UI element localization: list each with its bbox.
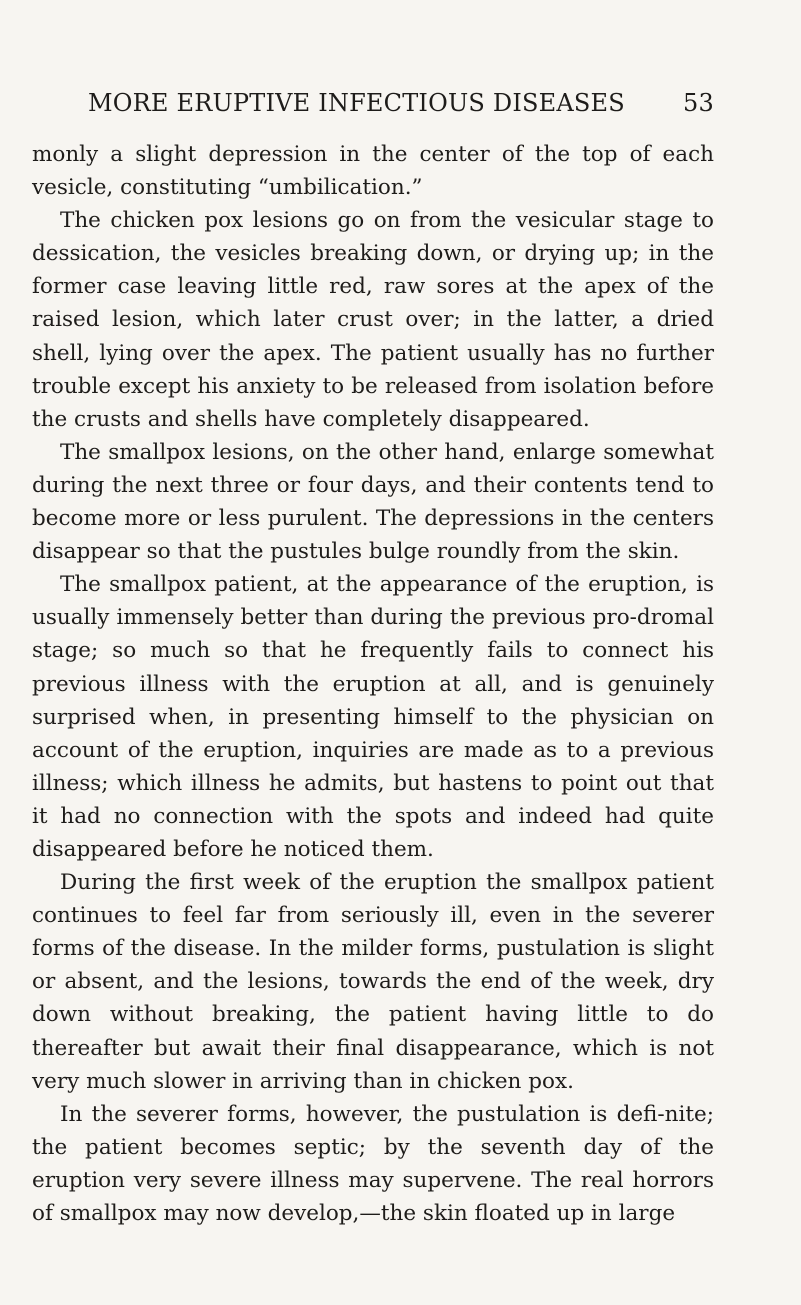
running-head	[88, 86, 714, 120]
paragraph: The smallpox lesions, on the other hand, enlarge somewhat during the next three or four days, and their contents tend to become more or less purulent. The depressions in the centers disappear so that the pustules bulge roundly from the skin.	[32, 439, 714, 565]
body-text	[32, 138, 714, 1230]
running-title: MORE ERUPTIVE INFECTIOUS DISEASES	[88, 89, 625, 117]
paragraph-continuation: monly a slight depression in the center of the top of each vesicle, constituting “umbilication.”	[32, 142, 714, 201]
page-number: 53	[683, 89, 714, 117]
paragraph: During the first week of the eruption the smallpox patient continues to feel far from seriously ill, even in the severer forms of the disease. In the milder forms, pustulation is slight or absent, and the lesions, towards the end of the week, dry down without breaking, the patient having little to do thereafter but await their final disappearance, which is not very much slower in arriving than in chicken pox.	[32, 870, 714, 1094]
paragraph: In the severer forms, however, the pustulation is defi-nite; the patient becomes septic; by the seventh day of the eruption very severe illness may supervene. The real horrors of smallpox may now develop,—the skin floated up in large	[32, 1101, 714, 1226]
paragraph: The chicken pox lesions go on from the vesicular stage to dessication, the vesicles breaking down, or drying up; in the former case leaving little red, raw sores at the apex of the raised lesion, which later crust over; in the latter, a dried shell, lying over the apex. The patient usually has no further trouble except his anxiety to be released from isolation before the crusts and shells have completely disappeared.	[32, 208, 714, 432]
paragraph: The smallpox patient, at the appearance of the eruption, is usually immensely better than during the previous pro-dromal stage; so much so that he frequently fails to connect his previous illness with the eruption at all, and is genuinely surprised when, in presenting himself to the physician on account of the eruption, inquiries are made as to a previous illness; which illness he admits, but hastens to point out that it had no connection with the spots and indeed had quite disappeared before he noticed them.	[32, 572, 714, 862]
